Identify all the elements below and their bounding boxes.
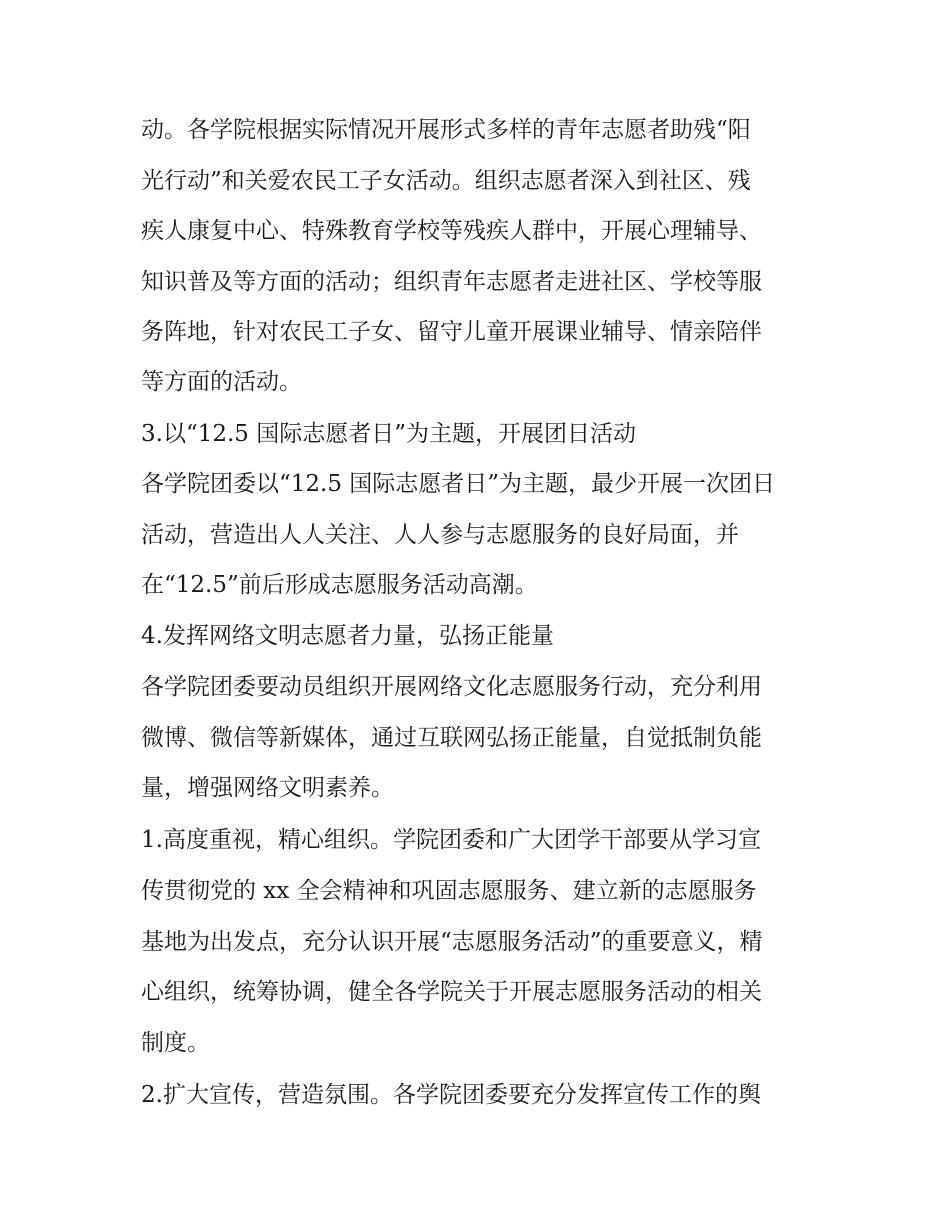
text-line: 各学院团委以“12.5 国际志愿者日”为主题，最少开展一次团日 xyxy=(141,471,776,497)
text-line: 各学院团委要动员组织开展网络文化志愿服务行动，充分利用 xyxy=(141,674,762,700)
text-line: 活动，营造出人人关注、人人参与志愿服务的良好局面，并 xyxy=(141,522,739,548)
text-line: 制度。 xyxy=(141,1030,210,1056)
text-line: 在“12.5”前后形成志愿服务活动高潮。 xyxy=(141,572,538,598)
text-line: 心组织，统筹协调，健全各学院关于开展志愿服务活动的相关 xyxy=(141,979,762,1005)
text-line: 1.高度重视，精心组织。学院团委和广大团学干部要从学习宣 xyxy=(141,827,761,853)
text-line: 光行动”和关爱农民工子女活动。组织志愿者深入到社区、残 xyxy=(141,168,751,194)
text-line: 动。各学院根据实际情况开展形式多样的青年志愿者助残“阳 xyxy=(141,117,751,143)
text-line: 疾人康复中心、特殊教育学校等残疾人群中，开展心理辅导、 xyxy=(141,218,762,244)
text-line: 微博、微信等新媒体，通过互联网弘扬正能量，自觉抵制负能 xyxy=(141,725,762,751)
section-heading: 3.以“12.5 国际志愿者日”为主题，开展团日活动 xyxy=(141,421,636,447)
text-line: 量，增强网络文明素养。 xyxy=(141,775,394,801)
text-line: 基地为出发点，充分认识开展“志愿服务活动”的重要意义，精 xyxy=(141,929,763,955)
text-line: 传贯彻党的 xx 全会精神和巩固志愿服务、建立新的志愿服务 xyxy=(141,878,757,904)
text-line: 务阵地，针对农民工子女、留守儿童开展课业辅导、情亲陪伴 xyxy=(141,319,762,345)
text-line: 知识普及等方面的活动；组织青年志愿者走进社区、学校等服 xyxy=(141,269,762,295)
text-line: 等方面的活动。 xyxy=(141,369,302,395)
text-line: 2.扩大宣传，营造氛围。各学院团委要充分发挥宣传工作的舆 xyxy=(141,1082,761,1108)
section-heading: 4.发挥网络文明志愿者力量，弘扬正能量 xyxy=(141,623,554,649)
